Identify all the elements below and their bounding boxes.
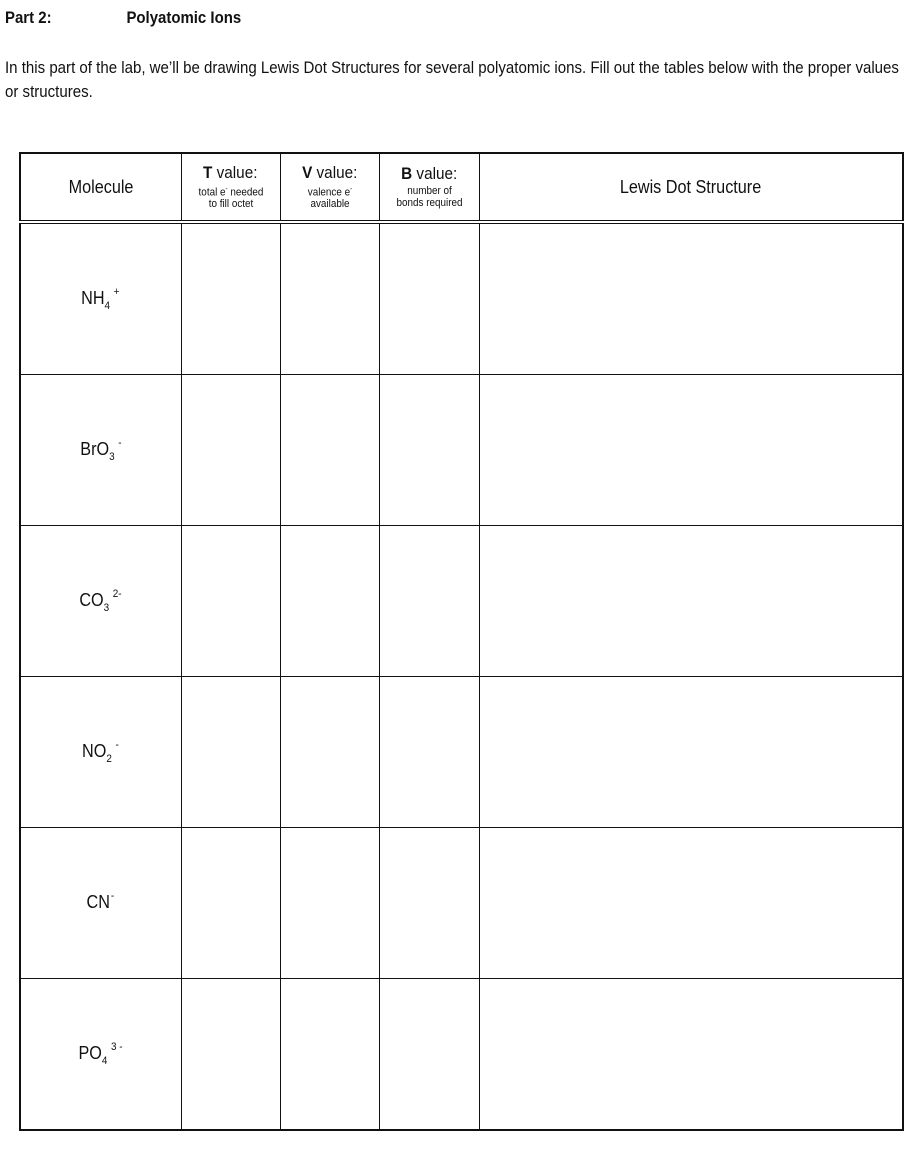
t-value-cell[interactable] [181, 526, 280, 677]
b-value-column-header: B value: number of bonds required [379, 153, 479, 222]
lewis-structure-cell[interactable] [479, 828, 903, 979]
molecule-cell: $PO_4^{3 -}$ [20, 979, 181, 1131]
v-value-cell[interactable] [280, 828, 379, 979]
table-row [20, 526, 903, 677]
b-value-cell[interactable] [379, 979, 479, 1131]
table-row [20, 979, 903, 1131]
lewis-structure-cell[interactable] [479, 979, 903, 1131]
lewis-structure-cell[interactable] [479, 222, 903, 375]
v-value-cell[interactable] [280, 677, 379, 828]
b-value-cell[interactable] [379, 375, 479, 526]
b-value-description: number of bonds required [395, 185, 463, 209]
v-value-cell[interactable] [280, 979, 379, 1131]
b-value-cell[interactable] [379, 828, 479, 979]
b-value-cell[interactable] [379, 526, 479, 677]
v-value-column-header: V value: valence e- available [280, 153, 379, 222]
part-label: Part 2: [5, 8, 52, 27]
molecule-column-header: Molecule [20, 153, 181, 222]
table-header-row [20, 153, 903, 222]
lewis-structure-cell[interactable] [479, 526, 903, 677]
lewis-structure-column-header: Lewis Dot Structure [479, 153, 903, 222]
t-value-cell[interactable] [181, 979, 280, 1131]
molecule-cell: CN- [20, 828, 181, 979]
lewis-structure-cell[interactable] [479, 375, 903, 526]
t-value-cell[interactable] [181, 375, 280, 526]
t-value-cell[interactable] [181, 222, 280, 375]
section-header [5, 8, 241, 28]
b-value-cell[interactable] [379, 677, 479, 828]
polyatomic-ions-table [19, 152, 904, 1131]
v-value-cell[interactable] [280, 375, 379, 526]
instructions-paragraph: In this part of the lab, we’ll be drawing Lewis Dot Structures for several polyatomic ions. Fill out the tables below with the proper values or structures. [5, 58, 899, 101]
molecule-cell: $CO_3^{2-}$ [20, 526, 181, 677]
table-row [20, 677, 903, 828]
t-value-cell[interactable] [181, 828, 280, 979]
b-value-cell[interactable] [379, 222, 479, 375]
molecule-cell: $NO_2^-$ [20, 677, 181, 828]
molecule-cell: $NH_4^+$ [20, 222, 181, 375]
section-title: Polyatomic Ions [126, 8, 242, 27]
t-value-cell[interactable] [181, 677, 280, 828]
v-value-cell[interactable] [280, 526, 379, 677]
table-row [20, 828, 903, 979]
lewis-structure-cell[interactable] [479, 677, 903, 828]
v-value-cell[interactable] [280, 222, 379, 375]
table-row [20, 222, 903, 375]
t-value-column-header: T value: total e- needed to fill octet [181, 153, 280, 222]
molecule-cell: BrO$_3$- [20, 375, 181, 526]
table-row [20, 375, 903, 526]
v-value-description: valence e- available [307, 185, 352, 210]
t-value-description: total e- needed to fill octet [198, 185, 263, 210]
